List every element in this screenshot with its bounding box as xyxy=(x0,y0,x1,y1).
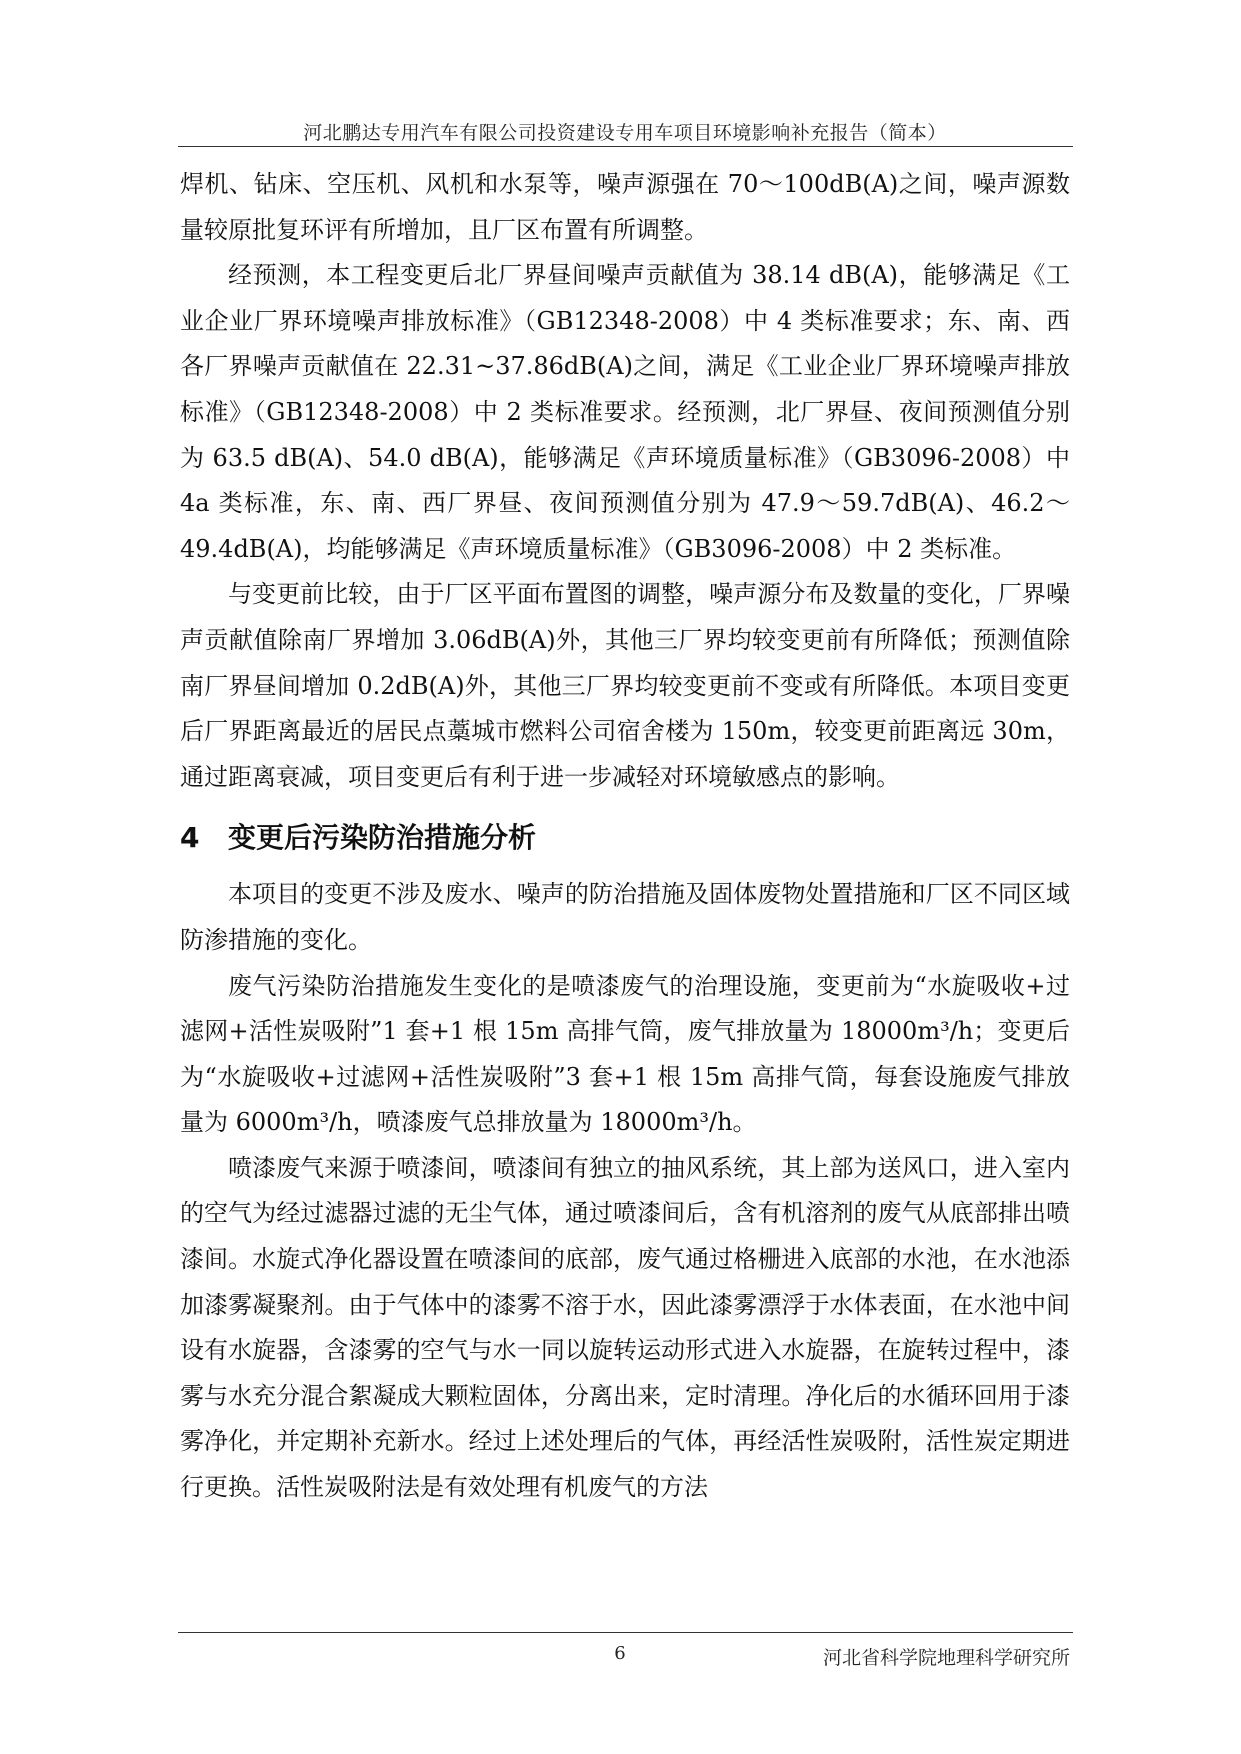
section-number: 4 xyxy=(180,821,200,855)
header-rule xyxy=(178,146,1073,147)
document-body xyxy=(180,162,1070,1511)
paragraph-comparison: 与变更前比较，由于厂区平面布置图的调整，噪声源分布及数量的变化，厂界噪声贡献值除南厂界增加 3.06dB(A)外，其他三厂界均较变更前有所降低；预测值除南厂界昼间增加 0.2dB(A)外，其他三厂界均较变更前不变或有所降低。本项目变更后厂界距离最近的居民点藁城市燃料公司宿舍楼为 150m，较变更前距离远 30m，通过距离衰减，项目变更后有利于进一步减轻对环境敏感点的影响。 xyxy=(180,580,1070,791)
paragraph-exhaust-measures: 废气污染防治措施发生变化的是喷漆废气的治理设施，变更前为“水旋吸收+过滤网+活性炭吸附”1 套+1 根 15m 高排气筒，废气排放量为 18000m³/h；变更后为“水旋吸收+过滤网+活性炭吸附”3 套+1 根 15m 高排气筒，每套设施废气排放量为 6000m³/h，喷漆废气总排放量为 18000m³/h。 xyxy=(180,971,1070,1137)
page-header-title: 河北鹏达专用汽车有限公司投资建设专用车项目环境影响补充报告（简本） xyxy=(303,122,947,144)
footer-rule xyxy=(178,1632,1073,1633)
paragraph-noise-sources: 焊机、钻床、空压机、风机和水泵等，噪声源强在 70～100dB(A)之间，噪声源数量较原批复环评有所增加，且厂区布置有所调整。 xyxy=(180,170,1070,244)
section-heading xyxy=(180,818,1070,858)
section-title: 变更后污染防治措施分析 xyxy=(228,821,537,855)
footer-organization: 河北省科学院地理科学研究所 xyxy=(822,1647,1070,1669)
paragraph-noise-prediction: 经预测，本工程变更后北厂界昼间噪声贡献值为 38.14 dB(A)，能够满足《工业企业厂界环境噪声排放标准》（GB12348-2008）中 4 类标准要求；东、南、西各厂界噪声贡献值在 22.31~37.86dB(A)之间，满足《工业企业厂界环境噪声排放标准》（GB12348-2008）中 2 类标准要求。经预测，北厂界昼、夜间预测值分别为 63.5 dB(A)、54.0 dB(A)，能够满足《声环境质量标准》（GB3096-2008）中 4a 类标准，东、南、西厂界昼、夜间预测值分别为 47.9～59.7dB(A)、46.2～49.4dB(A)，均能够满足《声环境质量标准》（GB3096-2008）中 2 类标准。 xyxy=(180,261,1070,563)
page-number: 6 xyxy=(614,1643,626,1664)
paragraph-paint-exhaust: 喷漆废气来源于喷漆间，喷漆间有独立的抽风系统，其上部为送风口，进入室内的空气为经过滤器过滤的无尘气体，通过喷漆间后，含有机溶剂的废气从底部排出喷漆间。水旋式净化器设置在喷漆间的底部，废气通过格栅进入底部的水池，在水池添加漆雾凝聚剂。由于气体中的漆雾不溶于水，因此漆雾漂浮于水体表面，在水池中间设有水旋器，含漆雾的空气与水一同以旋转运动形式进入水旋器，在旋转过程中，漆雾与水充分混合絮凝成大颗粒固体，分离出来，定时清理。净化后的水循环回用于漆雾净化，并定期补充新水。经过上述处理后的气体，再经活性炭吸附，活性炭定期进行更换。活性炭吸附法是有效处理有机废气的方法 xyxy=(180,1153,1070,1502)
paragraph-no-change: 本项目的变更不涉及废水、噪声的防治措施及固体废物处置措施和厂区不同区域防渗措施的变化。 xyxy=(180,880,1070,954)
